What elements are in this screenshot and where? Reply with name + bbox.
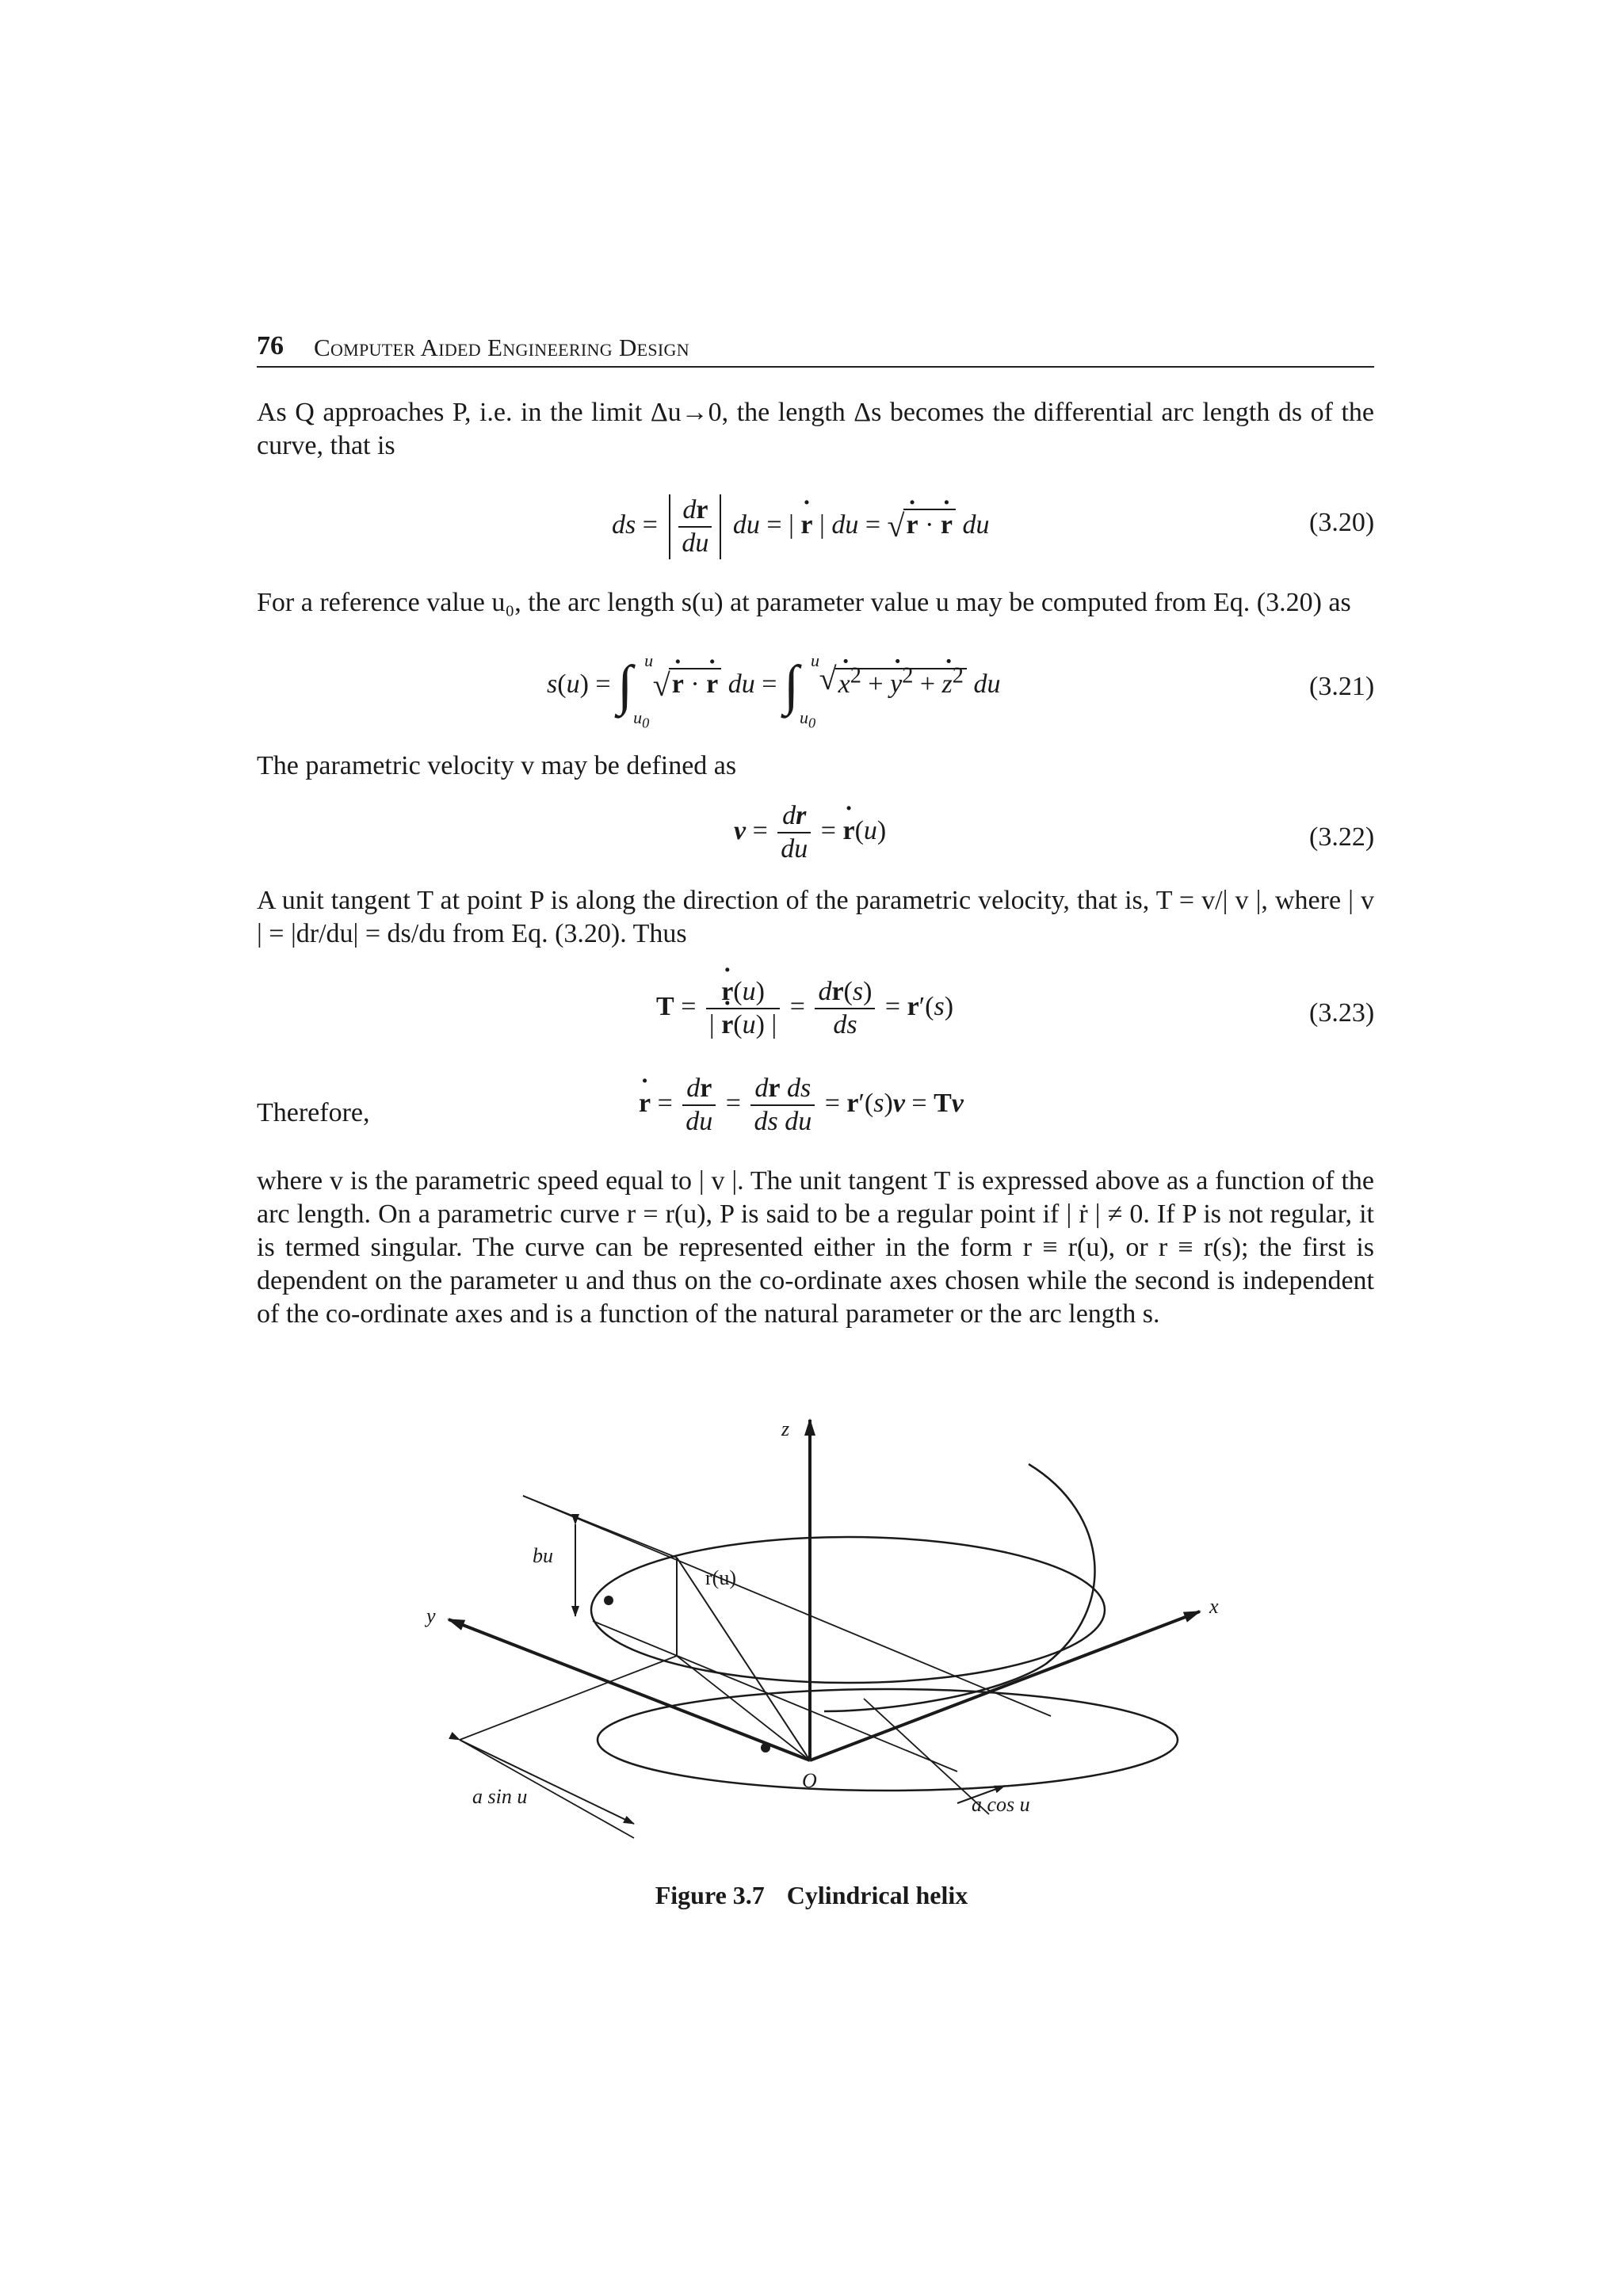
label-a-sin-u: a sin u	[472, 1785, 528, 1808]
x-axis	[810, 1611, 1200, 1760]
projection-line-top	[523, 1496, 1051, 1716]
point-lower	[761, 1743, 770, 1753]
point-upper	[604, 1596, 613, 1605]
equation-number-3-21: (3.21)	[1309, 672, 1375, 701]
caption-text: Cylindrical helix	[786, 1881, 968, 1909]
upper-circle	[591, 1537, 1105, 1683]
equation-number-3-23: (3.23)	[1309, 998, 1375, 1028]
helix-curve	[824, 1464, 1094, 1711]
label-x: x	[1209, 1595, 1219, 1618]
equation-3-21: s(u) = ∫ u $u_0$ √ r ˙ · r ˙ du = ∫ u $u_0$ √ x ˙$^2$ + y ˙$^2$ + z ˙$^2$ du	[547, 654, 1000, 718]
label-a-cos-u: a cos u	[972, 1793, 1030, 1816]
equation-3-23: T = $\frac{r ˙(u)}{| r ˙(u) |}$ = $\frac{dr(s)}{ds}$ = r′(s)	[656, 976, 953, 1041]
equation-3-22: v = $\frac{dr}{du}$ = r ˙(u)	[734, 800, 886, 865]
label-r-u: r(u)	[705, 1566, 736, 1589]
figure-caption	[0, 1881, 1623, 1910]
equation-3-20: ds = $\frac{dr}{du}$ du = | r ˙ | du = √ r ˙ · r ˙ du	[612, 494, 990, 559]
paragraph-unit-tangent: A unit tangent T at point P is along the direction of the parametric velocity, that is, T = v/| v |, where | v | = |dr/du| = ds/du from Eq. (3.20). Thus	[257, 886, 1374, 948]
paragraph-parametric-velocity: The parametric velocity v may be defined as	[257, 751, 737, 780]
therefore-label: Therefore,	[257, 1098, 370, 1127]
page-number: 76	[257, 331, 284, 360]
paragraph-regular-point: where v is the parametric speed equal to | v |. The unit tangent T is expressed above as a function of the arc length. On a parametric curve r = r(u), P is said to be a regular point if | ṙ | ≠ 0. If P is not regular, it is termed singular. The curve can be represented either in the form r ≡ r(u), or r ≡ r(s); the first is dependent on the parameter u and thus on the co-ordinate axes chosen while the second is independent of the co-ordinate axes and is a function of the natural parameter or the arc length s.	[257, 1166, 1374, 1329]
label-bu: bu	[533, 1544, 553, 1567]
base-circle	[598, 1689, 1178, 1791]
equation-number-3-22: (3.22)	[1309, 822, 1375, 852]
paragraph-arc-length-intro: As Q approaches P, i.e. in the limit Δu→0, the length Δs becomes the differential arc length ds of the curve, that is	[257, 398, 1374, 460]
running-title: Computer Aided Engineering Design	[314, 334, 689, 361]
caption-number: Figure 3.7	[655, 1881, 765, 1909]
paragraph-reference-value: For a reference value u₀, the arc length s(u) at parameter value u may be computed from Eq. (3.20) as	[257, 588, 1351, 617]
equation-number-3-20: (3.20)	[1309, 508, 1375, 537]
label-y: y	[426, 1604, 436, 1627]
base-projection-2	[677, 1656, 810, 1760]
label-z: z	[781, 1417, 790, 1440]
equation-chain-rule: r ˙ = $\frac{dr}{du}$ = $\frac{\text{dr ds}}{\text{ds du}}$ = r′(s)v = Tv	[639, 1073, 964, 1138]
base-projection	[460, 1656, 677, 1740]
y-axis	[449, 1619, 810, 1760]
label-origin: O	[802, 1769, 817, 1792]
